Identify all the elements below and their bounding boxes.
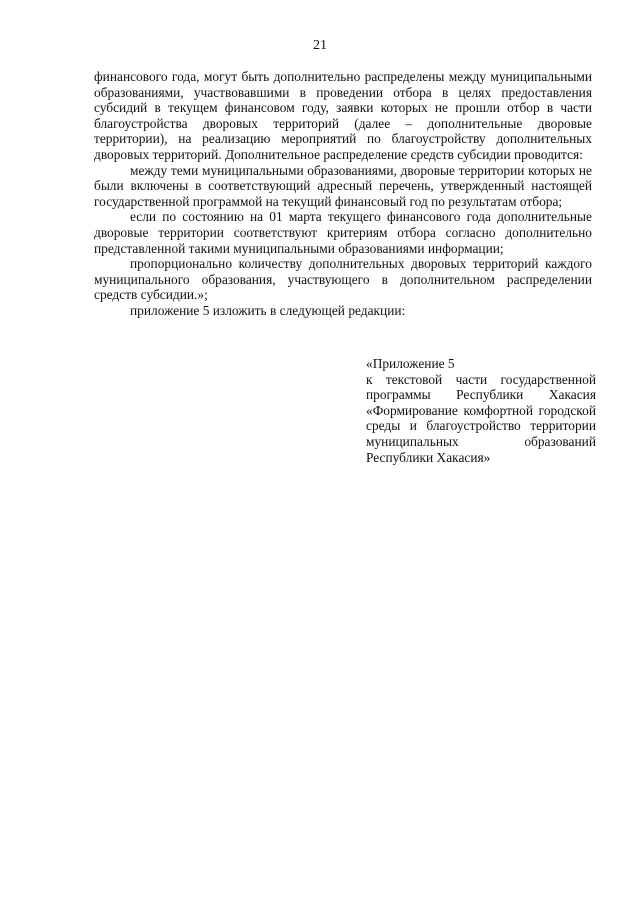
appendix-title: «Приложение 5 — [366, 356, 455, 371]
paragraph-criteria-3: пропорционально количеству дополнительных дворовых территорий каждого муниципального образования, участвующего в дополнительном распределении средств субсидии.»; — [94, 256, 592, 303]
paragraph-continuation: финансового года, могут быть дополнительно распределены между муниципальными образованиями, участвовавшими в проведении отбора в целях предоставления субсидий в текущем финансовом году, заявки которых не прошли отбор в части благоустройства дворовых территорий (далее – дополнительные дворовые территории), на реализацию мероприятий по благоустройству дополнительных дворовых территорий. Дополнительное распределение средств субсидии проводится: — [94, 69, 592, 162]
appendix-header — [366, 356, 596, 465]
main-text — [94, 69, 592, 319]
page-number: 21 — [313, 38, 327, 53]
paragraph-criteria-1: между теми муниципальными образованиями, дворовые территории которых не были включены в соответствующий адресный перечень, утвержденный настоящей государственной программой на текущий финансовый год по результатам отбора; — [94, 162, 592, 209]
paragraph-criteria-2: если по состоянию на 01 марта текущего финансового года дополнительные дворовые территории соответствуют критериям отбора согласно дополнительно представленной такими муниципальными образованиями информации; — [94, 209, 592, 256]
appendix-reference: к текстовой части государственной программы Республики Хакасия «Формирование комфортной городской среды и благоустройство территории муниципальных образований Республики Хакасия» — [366, 371, 596, 465]
paragraph-appendix-intro: приложение 5 изложить в следующей редакции: — [130, 302, 406, 318]
